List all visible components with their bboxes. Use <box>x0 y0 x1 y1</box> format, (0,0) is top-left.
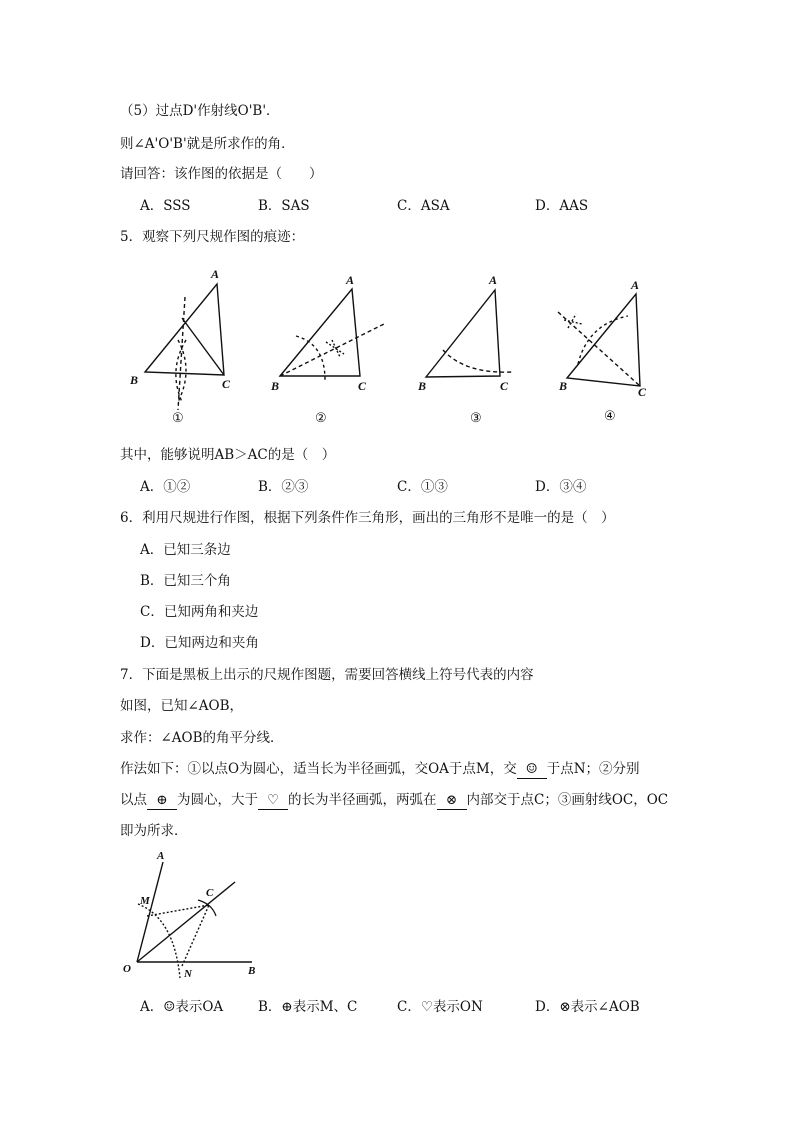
fig1-label-c: C <box>222 377 231 391</box>
q7-label-o: O <box>123 963 131 975</box>
q7-method-line3: 即为所求． <box>120 823 188 839</box>
arc-mn <box>138 904 180 978</box>
q5-figures <box>120 262 660 430</box>
q7-label-a: A <box>157 850 165 862</box>
q7-stem: 7．下面是黑板上出示的尺规作图题，需要回答横线上符号代表的内容 <box>120 667 534 683</box>
q5-option-c: C．①③ <box>397 479 448 495</box>
q7-method-line1 <box>120 760 640 779</box>
q7-blank4: ⊗ <box>437 791 467 810</box>
q7-method-line2-b: 为圆心，大于 <box>177 792 258 808</box>
q4-option-a: A．SSS <box>140 198 191 214</box>
q6-option-d: D．已知两边和夹角 <box>140 635 259 651</box>
q4-conclusion: 则∠A'O'B'就是所求作的角． <box>120 136 295 152</box>
fig2-label-b: B <box>271 379 280 393</box>
q5-option-d: D．③④ <box>535 479 587 495</box>
q7-option-d: D．⊗表示∠AOB <box>535 999 640 1015</box>
fig4-triangle <box>567 294 640 386</box>
q4-option-b: B．SAS <box>258 198 310 214</box>
q7-task: 求作：∠AOB的角平分线． <box>120 730 284 746</box>
fig2-label-a: A <box>346 273 355 287</box>
fig2-triangle <box>280 289 360 376</box>
q7-method-line1-a: 作法如下：①以点O为圆心，适当长为半径画弧，交OA于点M，交 <box>120 761 517 777</box>
q6-stem: 6．利用尺规进行作图，根据下列条件作三角形，画出的三角形不是唯一的是（ ） <box>120 510 615 526</box>
q6-option-c: C．已知两角和夹边 <box>140 604 259 620</box>
q5-option-b: B．②③ <box>258 479 309 495</box>
q7-label-c: C <box>206 887 214 899</box>
fig1-median <box>182 318 224 375</box>
fig3-number: ③ <box>470 410 482 425</box>
q7-option-b: B．⊕表示M、C <box>258 999 358 1015</box>
q6-option-b: B．已知三个角 <box>140 573 231 589</box>
q7-label-m: M <box>140 895 150 907</box>
q7-label-n: N <box>184 968 192 980</box>
q7-method-line2-c: 的长为半径画弧，两弧在 <box>288 792 437 808</box>
fig2-number: ② <box>315 410 327 425</box>
fig3-label-c: C <box>500 379 509 393</box>
fig4-label-b: B <box>559 379 568 393</box>
fig2-label-c: C <box>358 379 367 393</box>
fig2-bisector <box>280 323 386 376</box>
q7-method-line2-a: 以点 <box>120 792 147 808</box>
q7-figure <box>120 846 270 981</box>
q5-option-a: A．①② <box>140 479 191 495</box>
q7-option-a: A．☺表示OA <box>140 999 224 1015</box>
fig3-label-b: B <box>418 379 427 393</box>
fig3-label-a: A <box>489 273 498 287</box>
q7-label-b: B <box>248 965 256 977</box>
ray-oc <box>137 882 235 962</box>
q4-step5: （5）过点D'作射线O'B'． <box>120 103 280 119</box>
q5-stem: 5．观察下列尺规作图的痕迹： <box>120 229 305 245</box>
q4-option-c: C．ASA <box>397 198 450 214</box>
q4-question: 请回答：该作图的依据是（ ） <box>120 166 323 182</box>
q7-method-line2 <box>120 791 668 810</box>
fig4-number: ④ <box>604 408 616 423</box>
fig1-label-b: B <box>130 373 139 387</box>
q7-option-c: C．♡表示ON <box>397 999 483 1015</box>
fig3-arc <box>443 350 512 372</box>
q7-method-line1-b: 于点N；②分别 <box>546 761 640 777</box>
q7-blank2: ⊕ <box>147 791 177 810</box>
q7-blank3: ♡ <box>258 791 288 810</box>
fig1-label-a: A <box>211 267 220 281</box>
fig4-label-a: A <box>631 278 640 292</box>
q4-option-d: D．AAS <box>535 198 589 214</box>
ray-oa <box>137 862 163 962</box>
q7-method-line2-d: 内部交于点C；③画射线OC，OC <box>466 792 669 808</box>
q5-question: 其中，能够说明AB＞AC的是（ ） <box>120 447 336 463</box>
fig1-number: ① <box>172 410 184 425</box>
q6-option-a: A．已知三条边 <box>140 542 231 558</box>
fig4-label-c: C <box>638 385 647 399</box>
q7-given: 如图，已知∠AOB， <box>120 698 244 714</box>
q7-blank1: ☺ <box>517 760 547 779</box>
